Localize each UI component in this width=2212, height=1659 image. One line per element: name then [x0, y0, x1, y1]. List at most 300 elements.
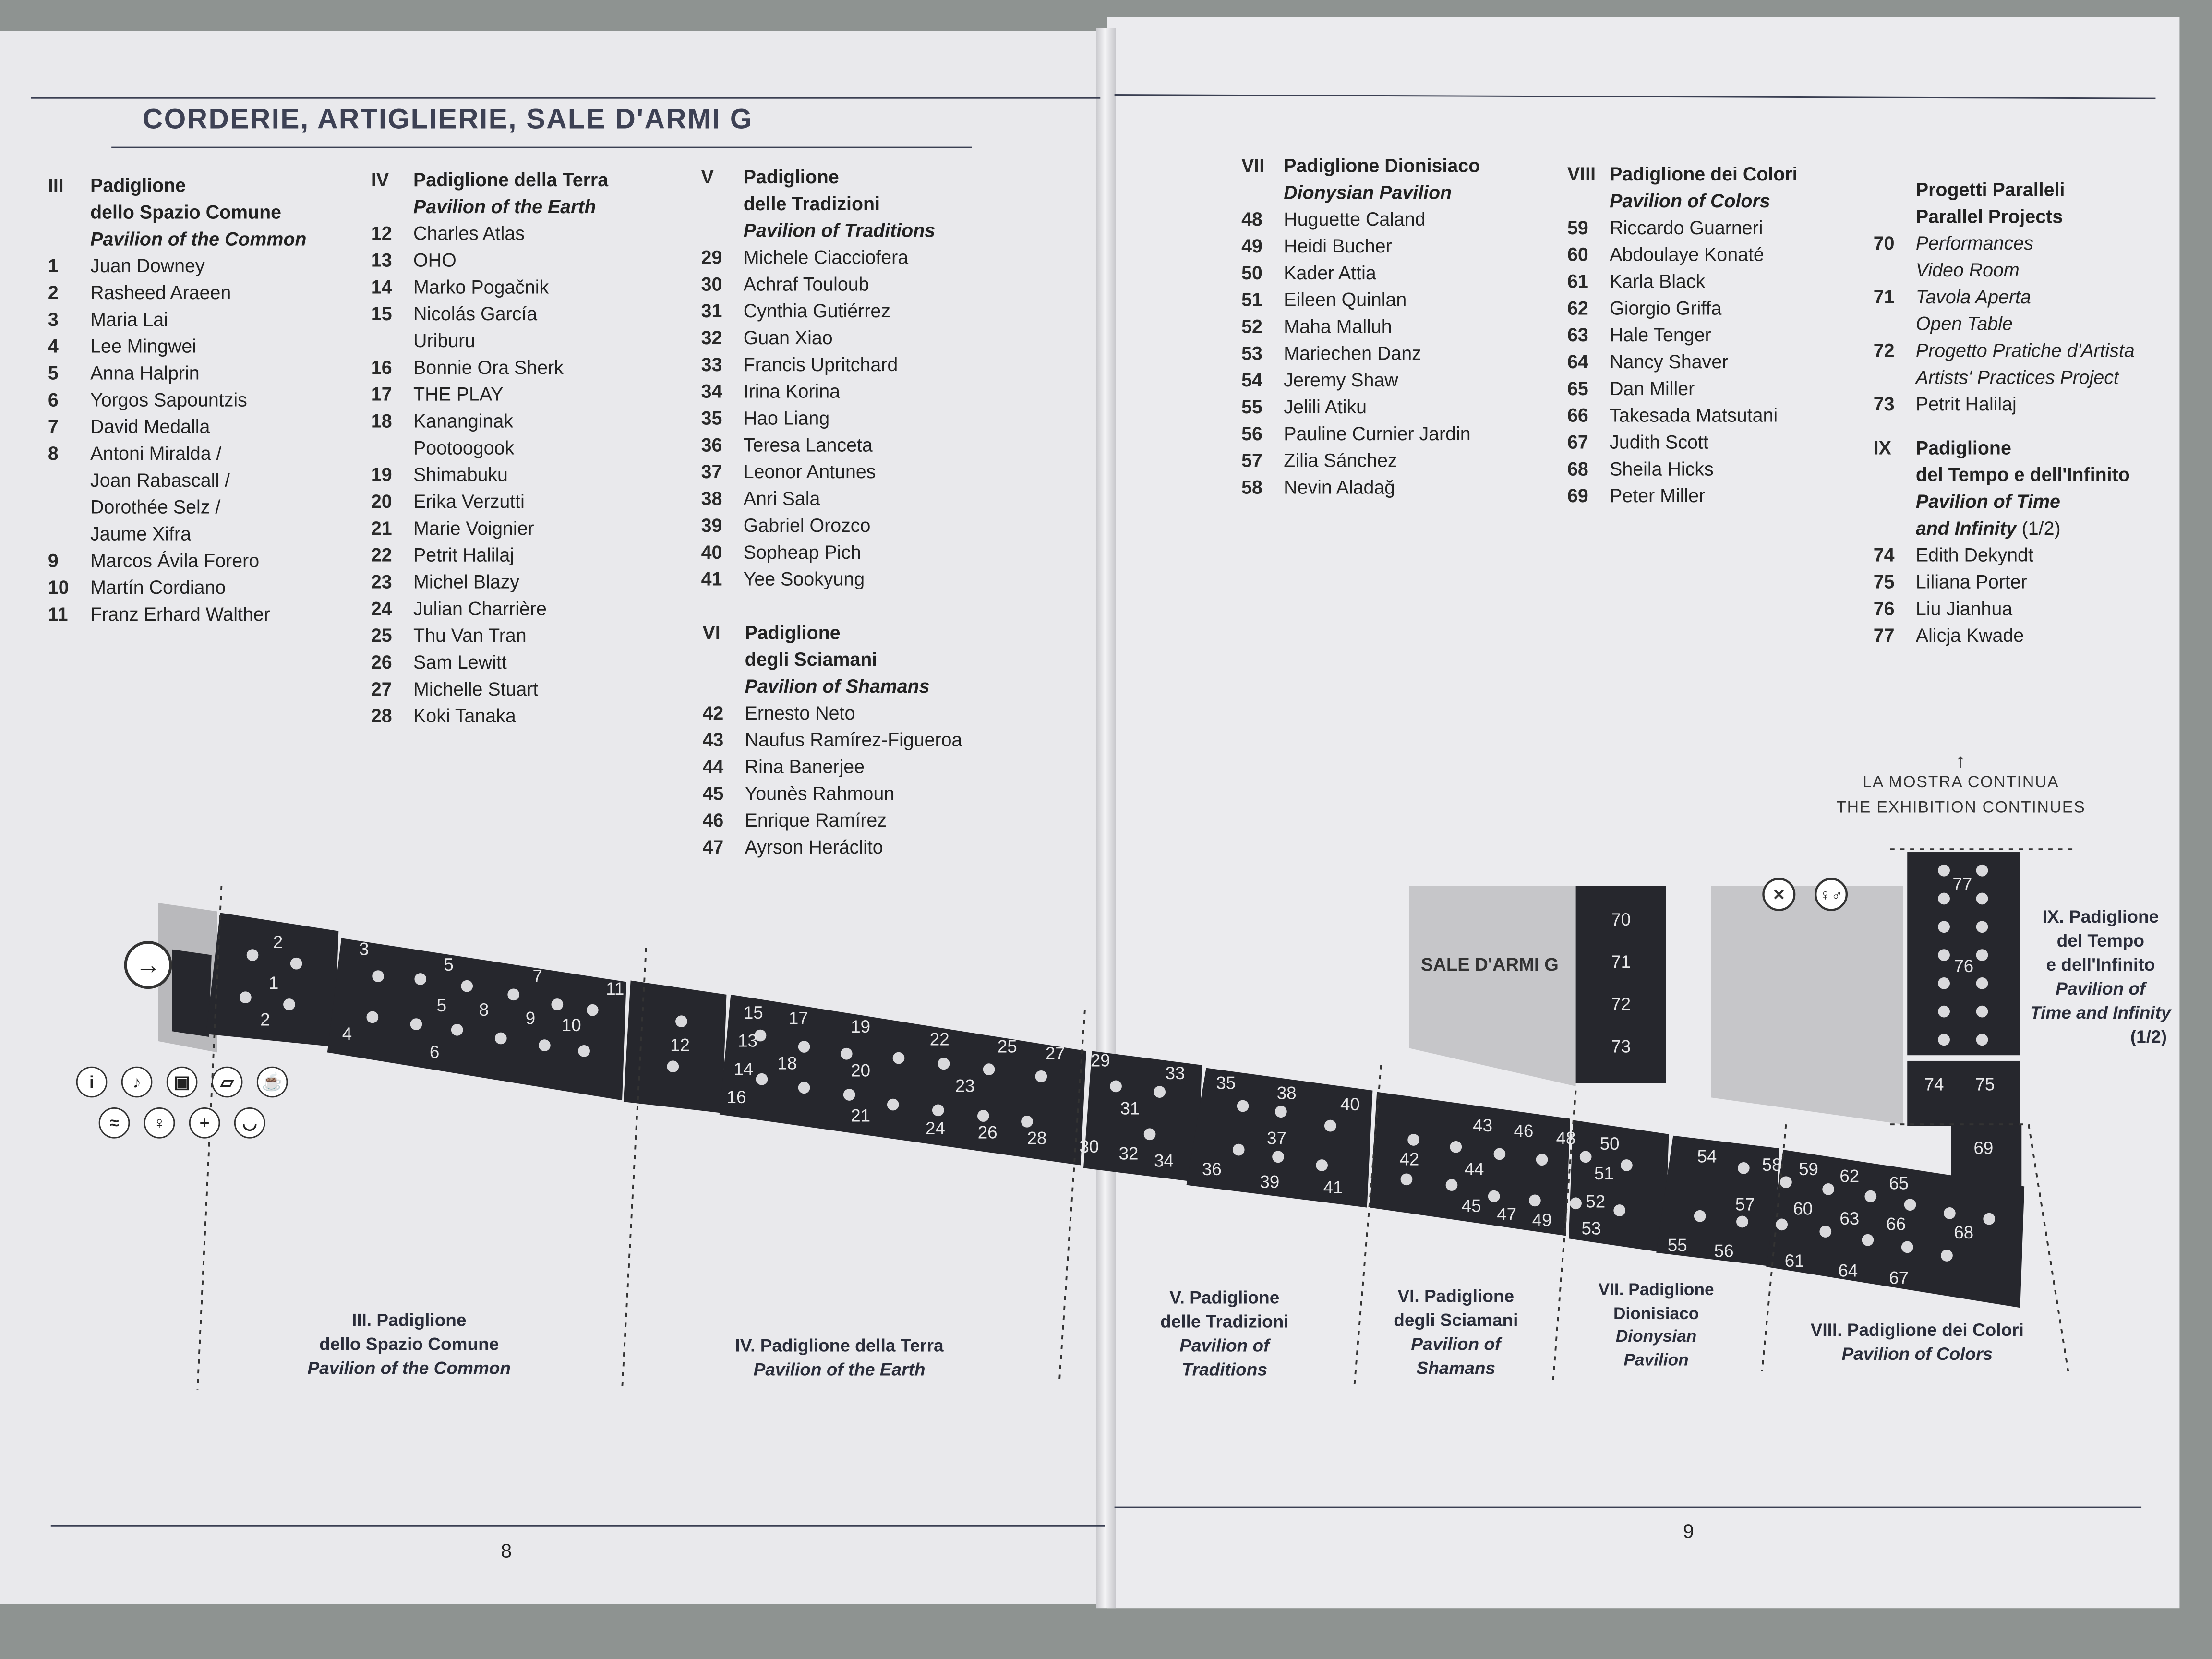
item-number: 2 — [48, 282, 59, 303]
artwork-dot — [1035, 1070, 1047, 1082]
item-name: Pauline Curnier Jardin — [1284, 423, 1471, 445]
item-name: Artists' Practices Project — [1915, 367, 2119, 388]
continues-it: LA MOSTRA CONTINUA — [1863, 774, 2059, 792]
artwork-dot — [1938, 893, 1950, 905]
zone-label-line: IX. Padiglione — [2042, 907, 2159, 927]
artwork-dot — [667, 1060, 679, 1072]
item-name: Marie Voignier — [413, 517, 534, 539]
room-number: 56 — [1714, 1241, 1734, 1261]
item-name: Liliana Porter — [1915, 571, 2027, 593]
zone-label-line: Shamans — [1416, 1358, 1496, 1379]
room-number: 48 — [1556, 1128, 1576, 1148]
artwork-dot — [1901, 1241, 1913, 1253]
item-name: Michele Ciacciofera — [743, 247, 909, 268]
room-number: 43 — [1473, 1115, 1493, 1135]
zone-label-line: dello Spazio Comune — [319, 1334, 499, 1355]
item-number: 42 — [702, 702, 724, 724]
item-name: Julian Charrière — [413, 598, 547, 620]
room-number: 6 — [429, 1042, 440, 1062]
pavilion-name: del Tempo e dell'Infinito — [1915, 464, 2130, 485]
item-name: Guan Xiao — [743, 327, 833, 349]
artwork-dot — [1983, 1213, 1995, 1225]
sale-darmi-area — [1409, 886, 1576, 1086]
item-name: Giorgio Griffa — [1610, 298, 1722, 319]
artwork-dot — [798, 1041, 810, 1053]
zone-label-v — [1140, 1286, 1310, 1382]
item-number: 39 — [701, 515, 722, 536]
room-number: 39 — [1260, 1172, 1280, 1192]
item-name: Francis Upritchard — [743, 354, 898, 375]
room-number: 5 — [444, 954, 454, 974]
room-number: 46 — [1514, 1121, 1534, 1141]
room-number: 67 — [1889, 1268, 1909, 1288]
room-number: 10 — [561, 1015, 581, 1035]
item-number: 6 — [48, 389, 59, 411]
item-name: Sopheap Pich — [743, 541, 861, 563]
room-number: 53 — [1581, 1218, 1601, 1238]
item-number: 66 — [1567, 405, 1588, 426]
pavilion-name-en: Pavilion of Colors — [1610, 190, 1770, 212]
artwork-dot — [1446, 1179, 1458, 1191]
artwork-dot — [290, 958, 302, 970]
item-name: Takesada Matsutani — [1610, 405, 1778, 426]
room-number: 57 — [1735, 1194, 1755, 1214]
room-number: 73 — [1611, 1036, 1631, 1057]
item-number: 5 — [48, 362, 59, 384]
item-number: 54 — [1241, 369, 1262, 391]
restaurant-icon-glyph: ✕ — [1772, 886, 1786, 903]
item-name: Kader Attia — [1284, 262, 1376, 284]
room-number: 69 — [1973, 1138, 1994, 1158]
zone-label-line: Time and Infinity — [2030, 1003, 2171, 1023]
artwork-dot — [1938, 949, 1950, 961]
room-number: 44 — [1464, 1159, 1484, 1179]
artwork-dot — [1613, 1204, 1625, 1216]
artwork-dot — [1110, 1081, 1122, 1093]
zone-label-line: Pavilion — [1623, 1349, 1689, 1370]
room-69 — [1951, 1124, 2021, 1192]
first-aid-icon: + — [189, 1107, 220, 1139]
item-number: 36 — [701, 434, 722, 456]
artwork-dot — [1822, 1183, 1834, 1195]
room-number: 28 — [1027, 1128, 1047, 1148]
pavilion-part: (1/2) — [2016, 517, 2061, 539]
artwork-dot — [983, 1063, 995, 1075]
item-number: 8 — [48, 443, 59, 464]
item-name: Hale Tenger — [1610, 324, 1711, 346]
room-number: 12 — [670, 1035, 690, 1055]
pavilion-name: Padiglione Dionisiaco — [1284, 155, 1480, 177]
item-name: Naufus Ramírez-Figueroa — [745, 729, 962, 751]
cafe-icon: ☕ — [257, 1067, 288, 1098]
artwork-dot — [495, 1033, 507, 1045]
artwork-dot — [1488, 1190, 1500, 1202]
item-name: Mariechen Danz — [1284, 343, 1421, 364]
item-number: 57 — [1241, 450, 1262, 471]
item-name: Dan Miller — [1610, 378, 1695, 399]
item-number: 52 — [1241, 316, 1262, 337]
item-number: 40 — [701, 541, 722, 563]
zone-label-line: Pavilion of Colors — [1841, 1344, 1993, 1364]
room-number: 41 — [1323, 1178, 1343, 1198]
room-number: 25 — [997, 1036, 1017, 1057]
entrance-corridor — [172, 950, 212, 1037]
artwork-dot — [1938, 1006, 1950, 1018]
item-name: Rasheed Araeen — [90, 282, 231, 303]
room-number: 17 — [788, 1008, 808, 1028]
room-number: 47 — [1497, 1204, 1517, 1225]
item-number: 33 — [701, 354, 722, 375]
zone-label-line: VI. Padiglione — [1397, 1286, 1515, 1307]
pavilion-roman: IX — [1873, 437, 1891, 459]
item-number: 53 — [1241, 343, 1262, 364]
page-number-right: 9 — [1683, 1519, 1694, 1542]
room-number: 74 — [1924, 1074, 1944, 1094]
item-number: 7 — [48, 416, 59, 438]
item-name: Marcos Ávila Forero — [90, 550, 260, 572]
item-name: Yee Sookyung — [743, 568, 865, 590]
room-number: 9 — [525, 1008, 536, 1028]
room-number: 55 — [1667, 1235, 1687, 1255]
item-number: 69 — [1567, 485, 1588, 507]
item-name: Progetto Pratiche d'Artista — [1915, 340, 2135, 361]
room-number: 72 — [1611, 994, 1631, 1014]
zone-label-ix — [2015, 906, 2187, 1050]
artwork-dot — [1904, 1199, 1916, 1211]
artwork-dot — [1275, 1106, 1287, 1118]
artwork-dot — [1976, 1034, 1988, 1046]
item-name: Nevin Aladağ — [1284, 477, 1395, 498]
artwork-dot — [1976, 865, 1988, 877]
item-number: 1 — [48, 255, 59, 277]
zone-label-line: e dell'Infinito — [2046, 955, 2155, 975]
pavilion-roman: VI — [702, 622, 721, 644]
item-name: Antoni Miralda / — [90, 443, 222, 464]
item-number: 71 — [1873, 286, 1895, 308]
item-name: Irina Korina — [743, 381, 840, 402]
item-name: Edith Dekyndt — [1915, 544, 2033, 566]
room-number: 70 — [1611, 909, 1631, 929]
artwork-dot — [1324, 1120, 1336, 1132]
item-name: Liu Jianhua — [1915, 598, 2013, 620]
room-number: 13 — [738, 1031, 757, 1051]
artwork-dot — [539, 1039, 551, 1051]
item-name: Zilia Sánchez — [1284, 450, 1397, 471]
item-number: 29 — [701, 247, 722, 268]
item-name: Rina Banerjee — [745, 756, 865, 778]
item-name: Martín Cordiano — [90, 577, 226, 599]
item-number: 43 — [702, 729, 724, 751]
pavilion-name: delle Tradizioni — [743, 193, 880, 215]
artwork-dot — [1736, 1216, 1748, 1228]
zone-label-line: Pavilion of — [1411, 1334, 1501, 1355]
room-number: 33 — [1165, 1063, 1185, 1083]
item-name: Pootoogook — [413, 437, 515, 459]
item-number: 24 — [371, 598, 392, 620]
zone-label-line: Dionisiaco — [1613, 1302, 1699, 1323]
artwork-dot — [461, 980, 473, 992]
item-number: 50 — [1241, 262, 1262, 284]
item-name: Sheila Hicks — [1610, 458, 1714, 480]
artwork-dot — [841, 1048, 853, 1060]
item-name: Dorothée Selz / — [90, 496, 221, 518]
zone-label-vii — [1577, 1278, 1735, 1371]
pavilion-name: Padiglione — [743, 166, 839, 188]
artwork-dot — [1864, 1190, 1876, 1202]
artwork-dot — [887, 1099, 899, 1111]
item-name: Nancy Shaver — [1610, 351, 1729, 373]
item-number: 14 — [371, 276, 392, 298]
room-number: 77 — [1952, 874, 1972, 894]
room-number: 2 — [260, 1010, 270, 1030]
artwork-dot — [1938, 865, 1950, 877]
item-number: 58 — [1241, 477, 1262, 498]
room-number: 61 — [1784, 1251, 1804, 1271]
item-number: 9 — [48, 550, 59, 572]
item-name: Peter Miller — [1610, 485, 1706, 507]
pavilion-name-en: Pavilion of Traditions — [743, 220, 936, 241]
pavilion-name-en: Pavilion of the Common — [90, 228, 307, 250]
entrance-arrow-icon: → — [124, 941, 172, 989]
cloakroom-icon: ▣ — [167, 1067, 198, 1098]
artwork-dot — [1144, 1128, 1156, 1140]
artwork-dot — [1580, 1151, 1592, 1163]
pavilion-roman: VIII — [1567, 163, 1596, 185]
room-number: 36 — [1202, 1159, 1222, 1179]
artwork-dot — [1976, 921, 1988, 933]
artwork-dot — [247, 949, 259, 961]
room-number: 63 — [1839, 1208, 1860, 1228]
zone-label-line: Dionysian — [1615, 1326, 1697, 1346]
artwork-dot — [893, 1052, 905, 1064]
item-number: 55 — [1241, 396, 1262, 418]
pavilion-name-en: and Infinity — [1915, 517, 2017, 539]
item-number: 21 — [371, 517, 392, 539]
item-number: 10 — [48, 577, 69, 599]
up-arrow-icon: ↑ — [1955, 749, 1967, 772]
artwork-dot — [938, 1058, 950, 1070]
item-name: Enrique Ramírez — [745, 809, 887, 831]
artwork-dot — [932, 1104, 944, 1116]
item-number: 64 — [1567, 351, 1588, 373]
item-name: Anna Halprin — [90, 362, 200, 384]
artwork-dot — [1529, 1195, 1541, 1207]
item-number: 75 — [1873, 571, 1895, 593]
artwork-dot — [366, 1011, 378, 1023]
room-number: 19 — [851, 1017, 871, 1037]
continues-en: THE EXHIBITION CONTINUES — [1836, 800, 2086, 817]
artwork-dot — [1407, 1134, 1419, 1146]
artwork-dot — [675, 1015, 687, 1027]
item-number: 46 — [702, 809, 724, 831]
item-number: 51 — [1241, 289, 1262, 311]
item-name: Huguette Caland — [1284, 208, 1426, 230]
artwork-dot — [414, 973, 426, 985]
zone-label-line: del Tempo — [2056, 931, 2144, 951]
room-number: 42 — [1399, 1149, 1419, 1169]
room-number: 40 — [1340, 1094, 1360, 1114]
item-number: 74 — [1873, 544, 1895, 566]
artwork-dot — [551, 998, 563, 1010]
room-number: 52 — [1586, 1191, 1606, 1212]
room-number: 26 — [977, 1122, 998, 1142]
item-number: 59 — [1567, 217, 1588, 239]
artwork-dot — [1536, 1154, 1548, 1166]
item-name: OHO — [413, 250, 457, 271]
artwork-dot — [451, 1024, 463, 1036]
artwork-dot — [410, 1018, 422, 1030]
item-number: 19 — [371, 464, 392, 485]
sale-darmi-label: SALE D'ARMI G — [1420, 954, 1559, 975]
room-number: 60 — [1793, 1199, 1813, 1219]
item-name: Petrit Halilaj — [413, 544, 515, 566]
room-number: 8 — [479, 999, 489, 1020]
zone-label-line: Pavilion of the Earth — [753, 1359, 926, 1380]
artwork-dot — [1938, 921, 1950, 933]
item-name: Lee Mingwei — [90, 336, 197, 357]
artwork-dot — [1237, 1100, 1249, 1112]
page-number-left: 8 — [501, 1539, 512, 1562]
item-name: Alicja Kwade — [1915, 625, 2024, 646]
item-name: Cynthia Gutiérrez — [743, 300, 890, 322]
item-number: 67 — [1567, 432, 1588, 453]
artwork-dot — [1976, 893, 1988, 905]
artwork-dot — [1780, 1176, 1792, 1188]
item-number: 38 — [701, 488, 722, 509]
artwork-dot — [977, 1110, 989, 1122]
room-number: 11 — [606, 978, 625, 998]
item-name: Charles Atlas — [413, 223, 525, 244]
zone-label-line: Pavilion of — [2056, 979, 2146, 999]
artwork-dot — [240, 991, 252, 1003]
item-name: Jelili Atiku — [1284, 396, 1367, 418]
item-name: Leonor Antunes — [743, 461, 876, 483]
pavilion-name-en: Pavilion of the Earth — [413, 196, 596, 217]
room-number: 50 — [1599, 1134, 1620, 1154]
wifi-icon: ≈ — [99, 1107, 130, 1139]
room-number: 54 — [1697, 1146, 1717, 1166]
zone-label-line: V. Padiglione — [1169, 1288, 1280, 1308]
room-number: 4 — [342, 1023, 352, 1044]
item-number: 27 — [371, 678, 392, 700]
restroom-icon: ♀ — [144, 1107, 175, 1139]
item-number: 60 — [1567, 244, 1588, 265]
item-name: Younès Rahmoun — [745, 783, 895, 805]
pavilion-name: Padiglione — [1915, 437, 2011, 459]
pavilion-name-en: Pavilion of Shamans — [745, 675, 930, 697]
pavilion-roman: VII — [1241, 155, 1265, 177]
item-name: Michel Blazy — [413, 571, 519, 593]
parallel-title: Progetti Paralleli — [1915, 179, 2065, 201]
item-number: 47 — [702, 836, 724, 858]
item-number: 25 — [371, 625, 392, 646]
room-number: 35 — [1216, 1073, 1236, 1093]
item-number: 77 — [1873, 625, 1895, 646]
item-number: 18 — [371, 410, 392, 432]
item-name: Teresa Lanceta — [743, 434, 873, 456]
pavilion-name: dello Spazio Comune — [90, 202, 282, 223]
item-number: 26 — [371, 651, 392, 673]
item-number: 44 — [702, 756, 724, 778]
room-number: 14 — [733, 1059, 754, 1079]
item-name: David Medalla — [90, 416, 210, 438]
item-name: Uriburu — [413, 330, 476, 351]
item-name: Sam Lewitt — [413, 651, 507, 673]
zone-label-line: degli Sciamani — [1394, 1310, 1518, 1331]
restroom-icon-glyph: ♀♂ — [1819, 886, 1843, 903]
item-number: 65 — [1567, 378, 1588, 399]
item-name: Karla Black — [1610, 271, 1706, 292]
item-number: 11 — [48, 603, 68, 625]
room-number: 59 — [1799, 1159, 1818, 1179]
room-number: 64 — [1838, 1261, 1858, 1281]
item-name: Anri Sala — [743, 488, 820, 509]
item-number: 73 — [1873, 393, 1895, 415]
item-number: 12 — [371, 223, 392, 244]
item-number: 41 — [701, 568, 722, 590]
artwork-dot — [843, 1089, 855, 1101]
item-name: Thu Van Tran — [413, 625, 527, 646]
room-number: 7 — [532, 966, 542, 986]
item-number: 62 — [1567, 298, 1588, 319]
artwork-dot — [1819, 1226, 1831, 1238]
zone-label-line: delle Tradizioni — [1160, 1312, 1289, 1332]
item-name: Maha Malluh — [1284, 316, 1392, 337]
room-number: 3 — [359, 939, 369, 959]
room-number: 71 — [1611, 952, 1631, 972]
item-number: 23 — [371, 571, 392, 593]
room-number: 30 — [1079, 1136, 1099, 1156]
item-name: Petrit Halilaj — [1915, 393, 2017, 415]
room-number: 2 — [273, 932, 283, 952]
item-number: 72 — [1873, 340, 1895, 361]
item-number: 20 — [371, 491, 392, 512]
zone-label-line: Traditions — [1181, 1359, 1267, 1380]
artwork-dot — [507, 988, 519, 1000]
item-name: Open Table — [1915, 313, 2013, 335]
artwork-dot — [1862, 1234, 1874, 1246]
zone-label-line: Pavilion of — [1179, 1336, 1270, 1356]
zone-label-line: VIII. Padiglione dei Colori — [1810, 1320, 2024, 1340]
artwork-dot — [1694, 1210, 1706, 1222]
item-name: Shimabuku — [413, 464, 508, 485]
item-name: Performances — [1915, 232, 2033, 254]
item-name: Franz Erhard Walther — [90, 603, 270, 625]
room-number: 49 — [1532, 1210, 1552, 1230]
page-title: CORDERIE, ARTIGLIERIE, SALE D'ARMI G — [142, 104, 753, 136]
artwork-dot — [578, 1045, 590, 1057]
artwork-dot — [1233, 1144, 1245, 1156]
room-number: 51 — [1594, 1163, 1614, 1183]
room-number: 23 — [955, 1076, 975, 1096]
artwork-dot — [1272, 1151, 1284, 1163]
room-number: 29 — [1090, 1050, 1110, 1070]
service-building — [1711, 886, 1903, 1125]
parallel-title: Parallel Projects — [1915, 206, 2063, 228]
pavilion-name: Padiglione — [90, 175, 186, 196]
item-number: 61 — [1567, 271, 1588, 292]
info-icon: i — [76, 1067, 108, 1098]
item-name: Heidi Bucher — [1284, 235, 1392, 257]
room-number: 38 — [1276, 1083, 1297, 1103]
zone-label-line: (1/2) — [2130, 1027, 2167, 1047]
pavilion-name-en: Dionysian Pavilion — [1284, 182, 1452, 204]
item-number: 63 — [1567, 324, 1588, 346]
room-number: 45 — [1461, 1196, 1481, 1216]
pavilion-roman: III — [48, 175, 64, 196]
artwork-dot — [587, 1004, 599, 1016]
room-number: 1 — [268, 973, 279, 993]
